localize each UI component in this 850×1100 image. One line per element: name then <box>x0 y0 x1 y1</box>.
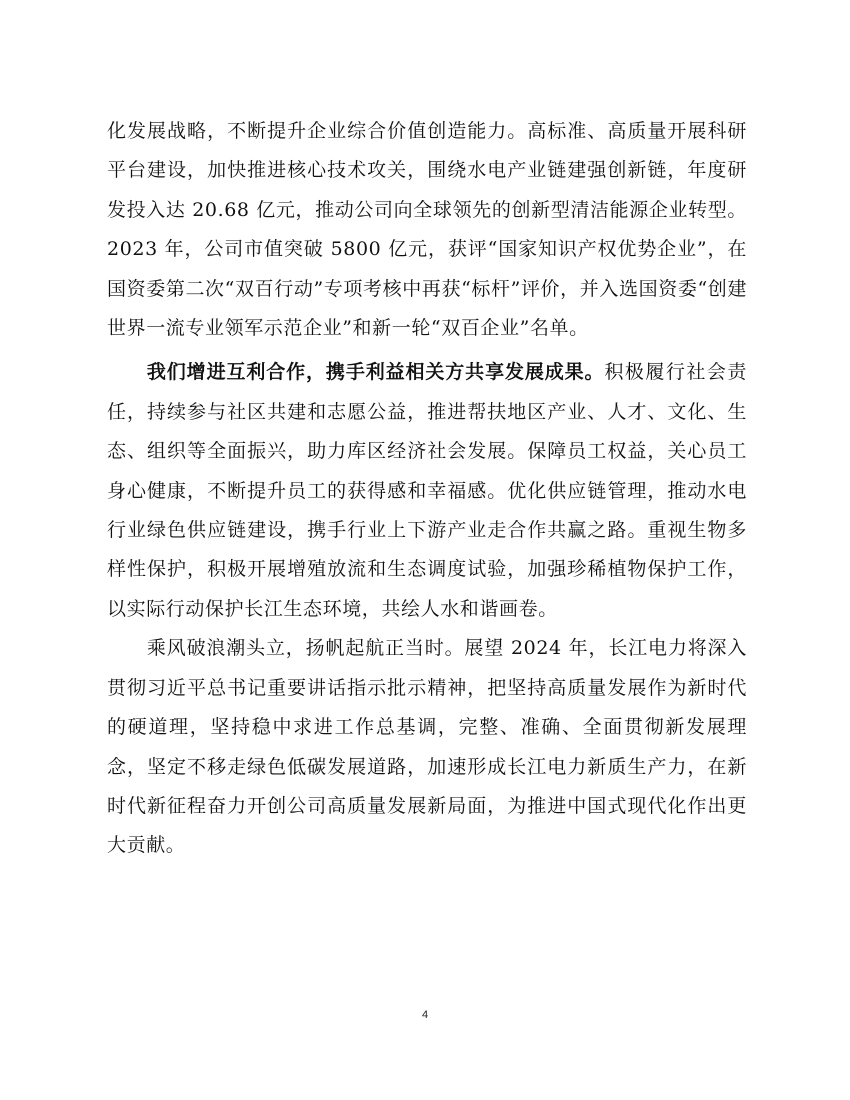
paragraph-text: 乘风破浪潮头立，扬帆起航正当时。展望 2024 年，长江电力将深入贯彻习近平总书记重要讲话指示批示精神，把坚持高质量发展作为新时代的硬道理，坚持稳中求进工作总基调，完整、准确、全面贯彻新发展理念，坚定不移走绿色低碳发展道路，加速形成长江电力新质生产力，在新时代新征程奋力开创公司高质量发展新局面，为推进中国式现代化作出更大贡献。 <box>107 637 747 857</box>
paragraph-outlook <box>107 629 747 865</box>
paragraph-cooperation <box>107 353 747 629</box>
paragraph-text: 积极履行社会责任，持续参与社区共建和志愿公益，推进帮扶地区产业、人才、文化、生态、组织等全面振兴，助力库区经济社会发展。保障员工权益，关心员工身心健康，不断提升员工的获得感和幸福感。优化供应链管理，推动水电行业绿色供应链建设，携手行业上下游产业走合作共赢之路。重视生物多样性保护，积极开展增殖放流和生态调度试验，加强珍稀植物保护工作，以实际行动保护长江生态环境，共绘人水和谐画卷。 <box>107 361 747 620</box>
paragraph-lead-heading: 我们增进互利合作，携手利益相关方共享发展成果。 <box>146 361 605 384</box>
paragraph-innovation <box>107 112 747 348</box>
paragraph-text: 化发展战略，不断提升企业综合价值创造能力。高标准、高质量开展科研平台建设，加快推进核心技术攻关，围绕水电产业链建强创新链，年度研发投入达 20.68 亿元，推动公司向全球领先的创新型清洁能源企业转型。2023 年，公司市值突破 5800 亿元，获评“国家知识产权优势企业”，在国资委第二次“双百行动”专项考核中再获“标杆”评价，并入选国资委“创建世界一流专业领军示范企业”和新一轮“双百企业”名单。 <box>107 120 747 340</box>
document-body <box>107 112 747 866</box>
page-number: 4 <box>421 1009 429 1021</box>
